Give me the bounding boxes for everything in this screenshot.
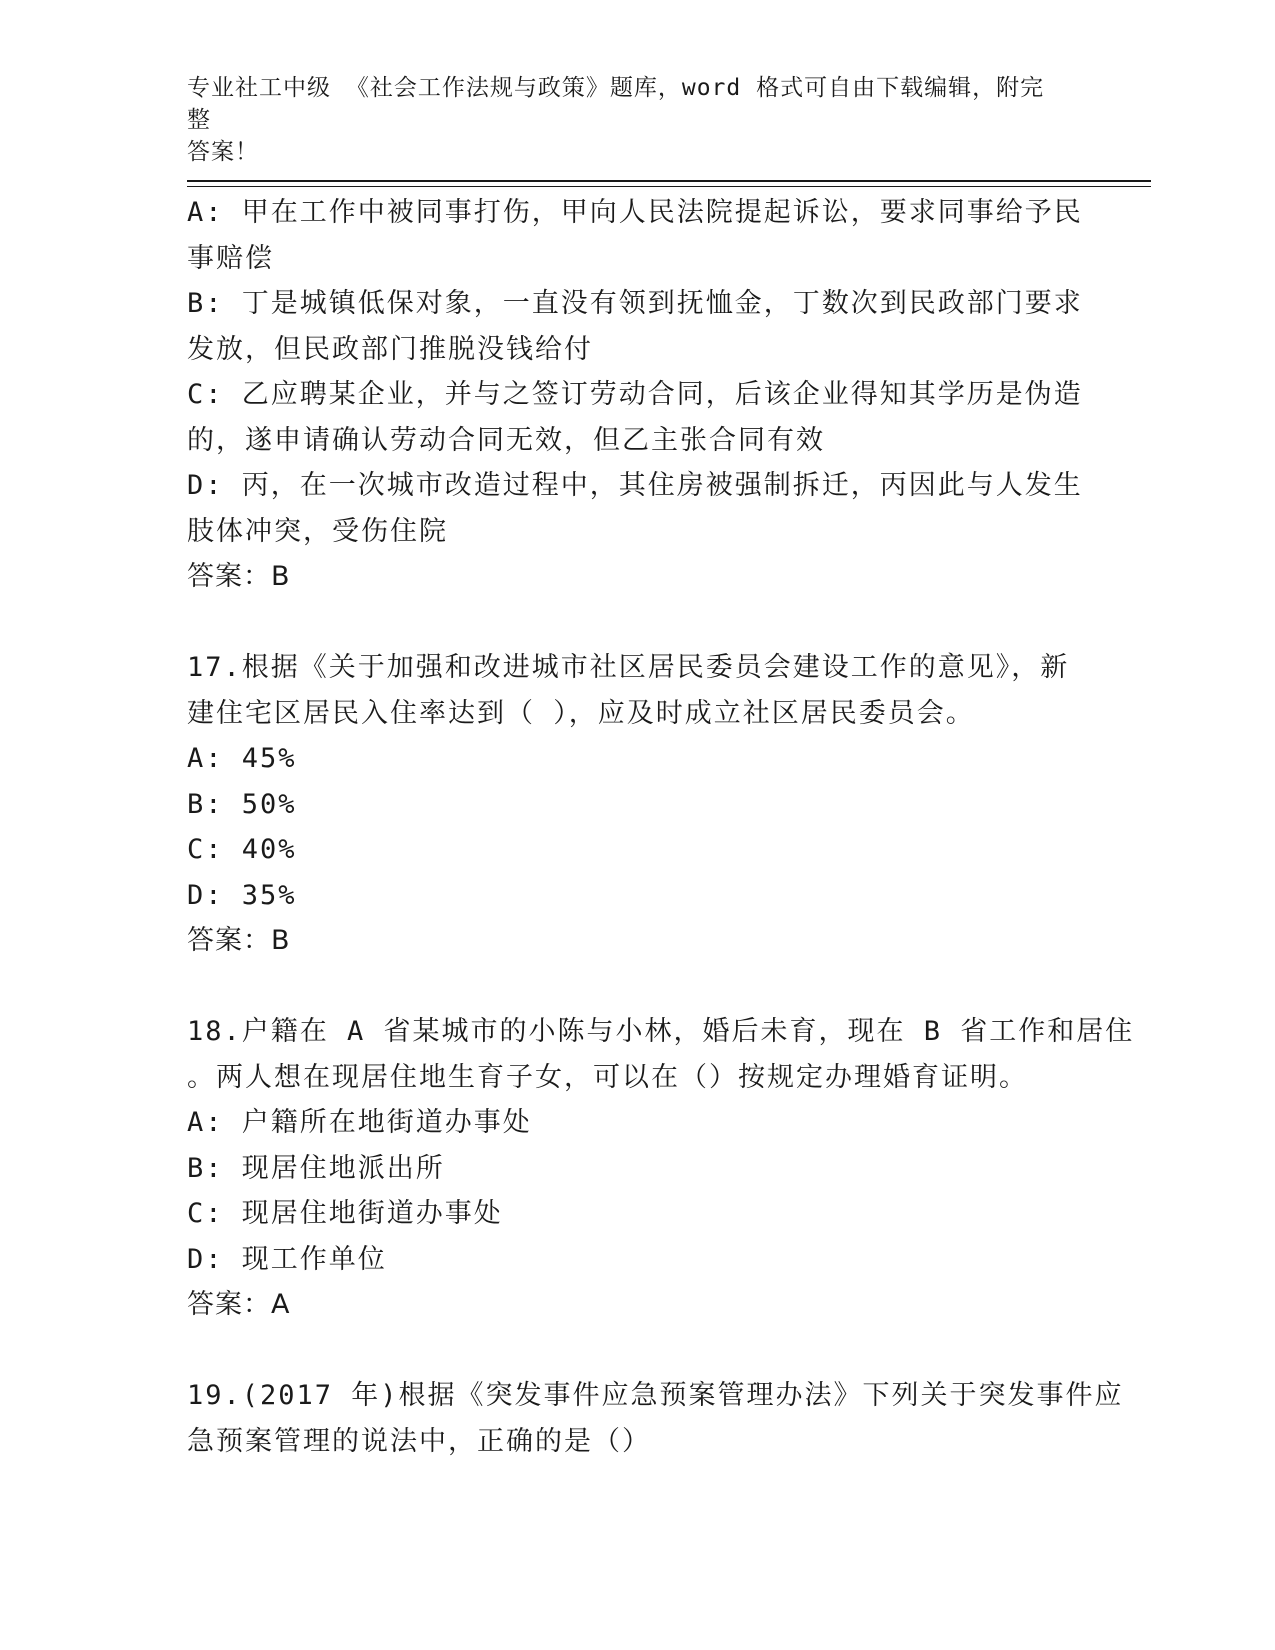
option-a-line-2: 事赔偿 xyxy=(187,242,274,274)
question-16-options xyxy=(187,190,1087,600)
option-d-line-1: D: 丙，在一次城市改造过程中，其住房被强制拆迁，丙因此与人发生 xyxy=(187,470,1083,501)
page-header xyxy=(187,72,1067,168)
spacer xyxy=(187,964,1087,1010)
option-c-line-2: 的，遂申请确认劳动合同无效，但乙主张合同有效 xyxy=(187,424,825,456)
answer-17: 答案：B xyxy=(187,925,291,956)
spacer xyxy=(187,600,1087,646)
header-line-2: 答案！ xyxy=(187,139,259,165)
question-17-option-d: D: 35% xyxy=(187,879,297,911)
question-18-option-b: B: 现居住地派出所 xyxy=(187,1152,445,1184)
question-content xyxy=(187,190,1135,1464)
question-17-stem-line-1: 17.根据《关于加强和改进城市社区居民委员会建设工作的意见》，新 xyxy=(187,652,1070,683)
header-rule-thick xyxy=(187,180,1151,182)
question-18-stem-line-2: 。两人想在现居住地生育子女，可以在（）按规定办理婚育证明。 xyxy=(187,1061,1028,1093)
question-19-stem-line-1: 19.(2017 年)根据《突发事件应急预案管理办法》下列关于突发事件应 xyxy=(187,1380,1124,1411)
answer-18: 答案：A xyxy=(187,1289,291,1320)
question-18-option-d: D: 现工作单位 xyxy=(187,1243,387,1275)
header-line-1: 专业社工中级 《社会工作法规与政策》题库，word 格式可自由下载编辑，附完整 xyxy=(187,75,1045,133)
question-19-stem-line-2: 急预案管理的说法中，正确的是（） xyxy=(187,1425,651,1457)
question-18 xyxy=(187,1009,1135,1328)
option-d-line-2: 肢体冲突，受伤住院 xyxy=(187,515,448,547)
question-17-option-c: C: 40% xyxy=(187,834,297,865)
header-rule-thin xyxy=(187,186,1151,187)
question-17-option-a: A: 45% xyxy=(187,743,297,774)
question-18-stem-line-1: 18.户籍在 A 省某城市的小陈与小林，婚后未育，现在 B 省工作和居住 xyxy=(187,1016,1135,1047)
question-17 xyxy=(187,645,1087,964)
option-c-line-1: C: 乙应聘某企业，并与之签订劳动合同，后该企业得知其学历是伪造 xyxy=(187,379,1083,410)
question-17-stem-line-2: 建住宅区居民入住率达到（ ），应及时成立社区居民委员会。 xyxy=(187,697,975,729)
option-b-line-2: 发放，但民政部门推脱没钱给付 xyxy=(187,333,593,365)
option-b-line-1: B: 丁是城镇低保对象，一直没有领到抚恤金，丁数次到民政部门要求 xyxy=(187,288,1083,319)
spacer xyxy=(187,1328,1087,1374)
question-17-option-b: B: 50% xyxy=(187,788,297,820)
question-18-option-c: C: 现居住地街道办事处 xyxy=(187,1198,503,1229)
question-18-option-a: A: 户籍所在地街道办事处 xyxy=(187,1107,532,1138)
answer-16: 答案：B xyxy=(187,561,291,592)
option-a-line-1: A: 甲在工作中被同事打伤，甲向人民法院提起诉讼，要求同事给予民 xyxy=(187,197,1083,228)
question-19 xyxy=(187,1373,1124,1464)
